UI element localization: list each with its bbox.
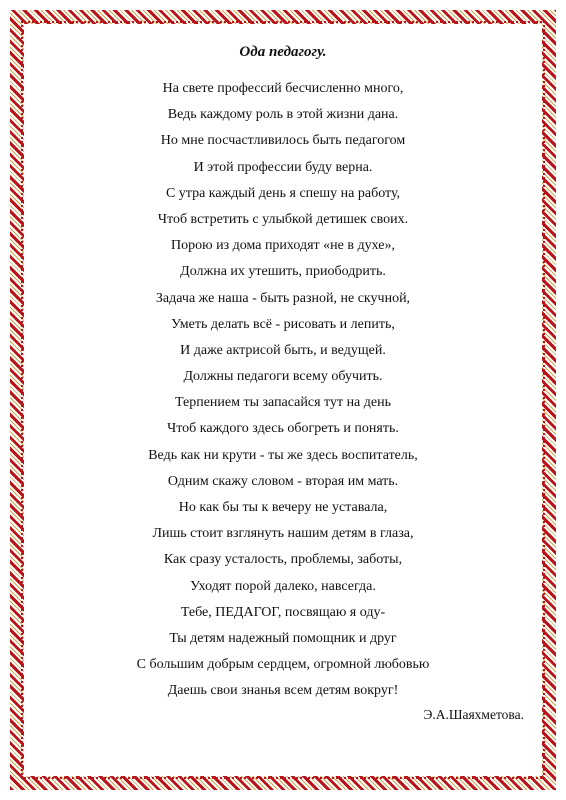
poem-line: Должны педагоги всему обучить. (183, 369, 383, 385)
poem-line: И даже актрисой быть, и ведущей. (180, 342, 386, 358)
poem-line: Одним скажу словом - вторая им мать. (167, 473, 399, 489)
poem-line: Но как бы ты к вечеру не уставала, (178, 500, 388, 515)
poem-line: Задача же наша - быть разной, не скучной, (155, 290, 411, 306)
poem-line: Чтоб встретить с улыбкой детишек своих. (157, 211, 409, 227)
poem-line: И этой профессии буду верна. (193, 159, 373, 175)
poem-line: Должна их утешить, приободрить. (180, 264, 386, 280)
poem-line: Уходят порой далеко, навсегда. (190, 578, 376, 594)
poem-line: Ты детям надежный помощник и друг (169, 630, 397, 646)
poem-title: Ода педагогу. (239, 44, 327, 60)
poem-line: Чтоб каждого здесь обогреть и понять. (167, 421, 399, 437)
poem-line: Ведь каждому роль в этой жизни дана. (167, 107, 399, 123)
poem-line: Терпением ты запасайся тут на день (174, 395, 391, 411)
poem-page (38, 44, 528, 723)
poem-line: Как сразу усталость, проблемы, заботы, (163, 552, 403, 568)
poem-body (38, 76, 528, 705)
poem-line: Тебе, ПЕДАГОГ, посвящаю я оду- (180, 604, 386, 620)
poem-line: Ведь как ни крути - ты же здесь воспитатель, (148, 447, 418, 463)
poem-line: Уметь делать всё - рисовать и лепить, (171, 316, 395, 332)
poem-line: Но мне посчастливилось быть педагогом (160, 133, 406, 149)
poem-line: На свете профессий бесчисленно много, (162, 81, 404, 96)
poem-line: Порою из дома приходят «не в духе», (171, 238, 395, 254)
poem-line: Даешь свои знанья всем детям вокруг! (167, 683, 399, 699)
author-signature: Э.А.Шаяхметова. (423, 706, 524, 722)
poem-line: С большим добрым сердцем, огромной любовью (136, 657, 430, 673)
poem-line: Лишь стоит взглянуть нашим детям в глаза, (152, 526, 414, 542)
poem-line: С утра каждый день я спешу на работу, (165, 185, 401, 201)
